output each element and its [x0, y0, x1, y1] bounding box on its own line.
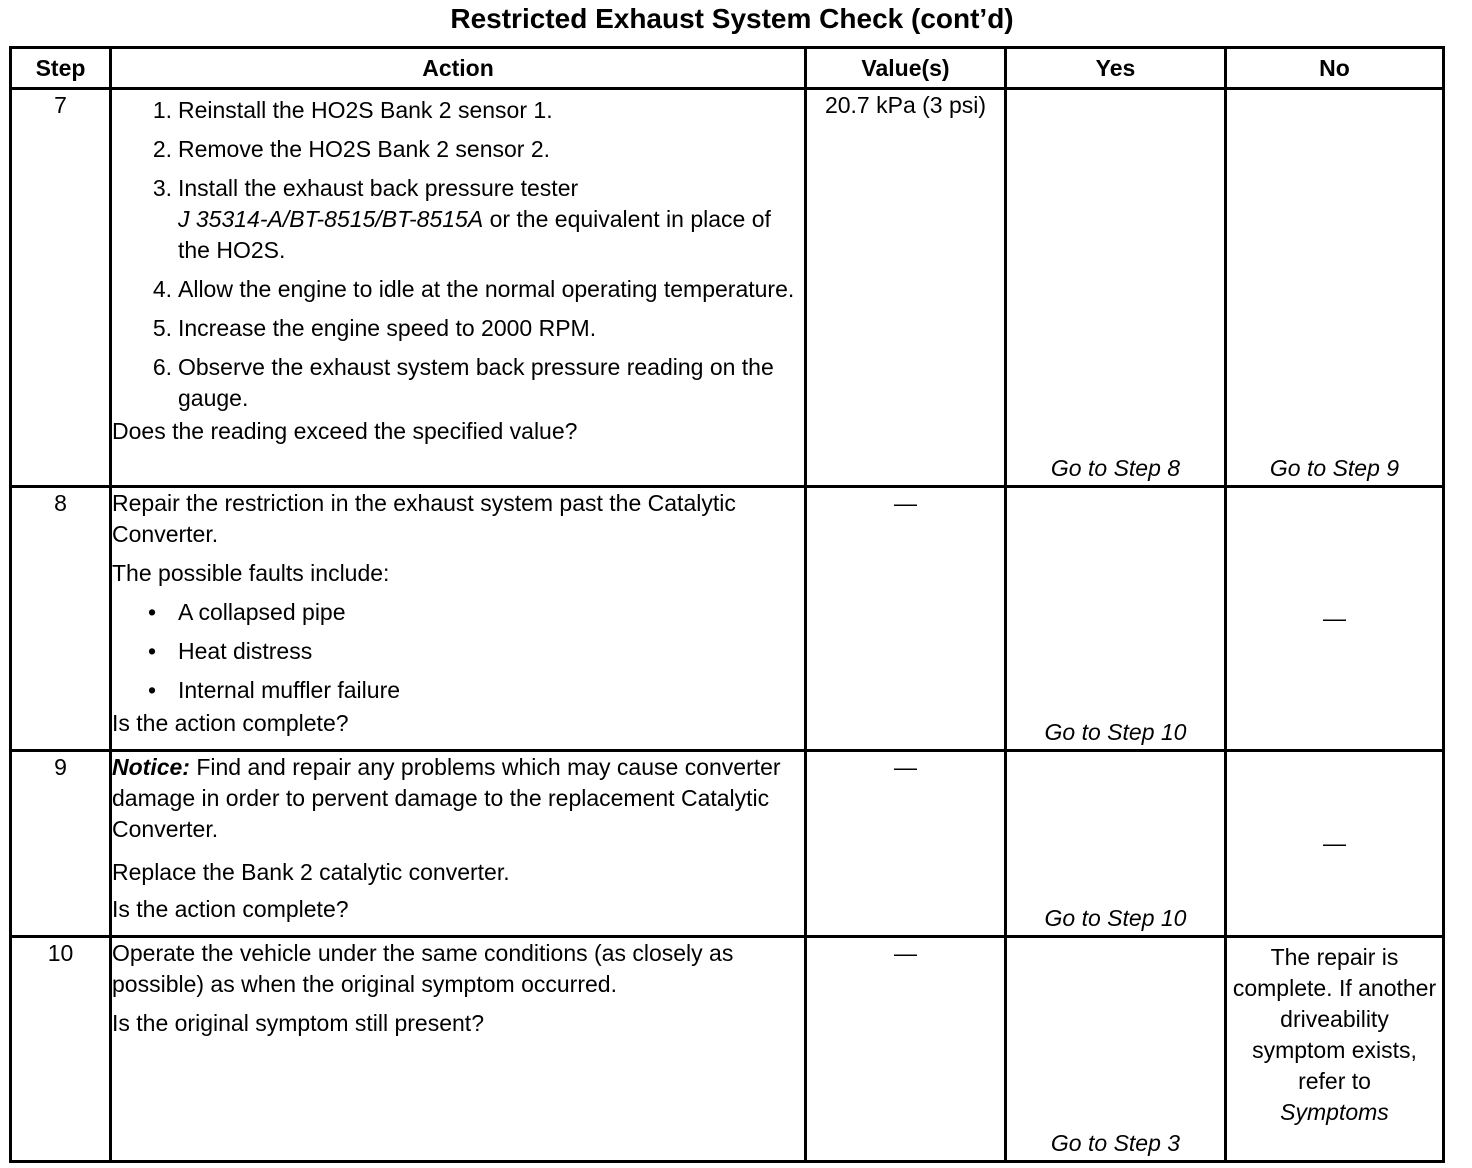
list-item: 1. Reinstall the HO2S Bank 2 sensor 1. — [152, 97, 553, 123]
list-item: 2. Remove the HO2S Bank 2 sensor 2. — [152, 136, 551, 162]
table-row-step-7 — [11, 89, 1444, 487]
action-steps-list — [112, 95, 804, 414]
list-item: 5. Increase the engine speed to 2000 RPM. — [152, 315, 597, 341]
header-step: Step — [11, 48, 111, 89]
value-cell: 20.7 kPa (3 psi) — [806, 89, 1006, 487]
step-number: 7 — [11, 89, 111, 487]
header-no: No — [1226, 48, 1444, 89]
tool-number: J 35314-A/BT-8515/BT-8515A — [178, 206, 484, 232]
step-number: 9 — [11, 751, 111, 937]
no-cell: — — [1226, 487, 1444, 751]
header-row — [11, 48, 1444, 89]
yes-goto[interactable]: Go to Step 3 — [1050, 1130, 1181, 1156]
page-title: Restricted Exhaust System Check (cont’d) — [450, 3, 1014, 34]
header-action: Action — [111, 48, 806, 89]
action-cell: Notice: Find and repair any problems which may cause converter damage in order to pervent damage to the replacement Catalytic Converter. Replace the Bank 2 catalytic converter. Is the action complete? — [111, 751, 806, 937]
value-cell: — — [806, 487, 1006, 751]
procedure-table — [9, 46, 1445, 1163]
list-item: • A collapsed pipe — [148, 599, 346, 625]
yes-cell — [1006, 751, 1226, 937]
list-item: 3. Install the exhaust back pressure tester J 35314-A/BT-8515/BT-8515A or the equivalent in place of the HO2S. — [152, 175, 771, 263]
no-result-text: The repair is complete. If another driveability symptom exists, refer to — [1232, 944, 1437, 1094]
action-cell: Repair the restriction in the exhaust system past the Catalytic Converter. The possible faults include: • A collapsed pipe • Heat distress • Internal muffler failure Is the action complete? — [111, 487, 806, 751]
list-item: • Internal muffler failure — [148, 677, 401, 703]
table-row-step-10 — [11, 937, 1444, 1162]
list-item: • Heat distress — [148, 638, 313, 664]
list-item: 4. Allow the engine to idle at the normal operating temperature. — [152, 276, 795, 302]
yes-cell — [1006, 487, 1226, 751]
faults-list — [112, 597, 804, 706]
value-cell: — — [806, 937, 1006, 1162]
list-item: 6. Observe the exhaust system back pressure reading on the gauge. — [152, 354, 774, 411]
no-cell: — — [1226, 751, 1444, 937]
yes-goto[interactable]: Go to Step 8 — [1050, 455, 1181, 481]
action-question: Is the action complete? — [112, 896, 349, 922]
action-question: Does the reading exceed the specified value? — [112, 418, 578, 444]
symptoms-link[interactable]: Symptoms — [1280, 1099, 1389, 1125]
action-question: Is the original symptom still present? — [112, 1010, 484, 1036]
no-cell — [1226, 937, 1444, 1162]
table-row-step-9 — [11, 751, 1444, 937]
value-cell: — — [806, 751, 1006, 937]
yes-goto[interactable]: Go to Step 10 — [1044, 905, 1187, 931]
table-row-step-8 — [11, 487, 1444, 751]
yes-goto[interactable]: Go to Step 10 — [1044, 719, 1187, 745]
action-cell — [111, 89, 806, 487]
notice-label: Notice: — [112, 754, 190, 780]
header-yes: Yes — [1006, 48, 1226, 89]
yes-cell — [1006, 937, 1226, 1162]
yes-cell — [1006, 89, 1226, 487]
step-number: 10 — [11, 937, 111, 1162]
step-number: 8 — [11, 487, 111, 751]
action-cell: Operate the vehicle under the same conditions (as closely as possible) as when the original symptom occurred. Is the original symptom still present? — [111, 937, 806, 1162]
action-question: Is the action complete? — [112, 710, 349, 736]
no-cell — [1226, 89, 1444, 487]
no-goto[interactable]: Go to Step 9 — [1269, 455, 1400, 481]
header-value: Value(s) — [806, 48, 1006, 89]
